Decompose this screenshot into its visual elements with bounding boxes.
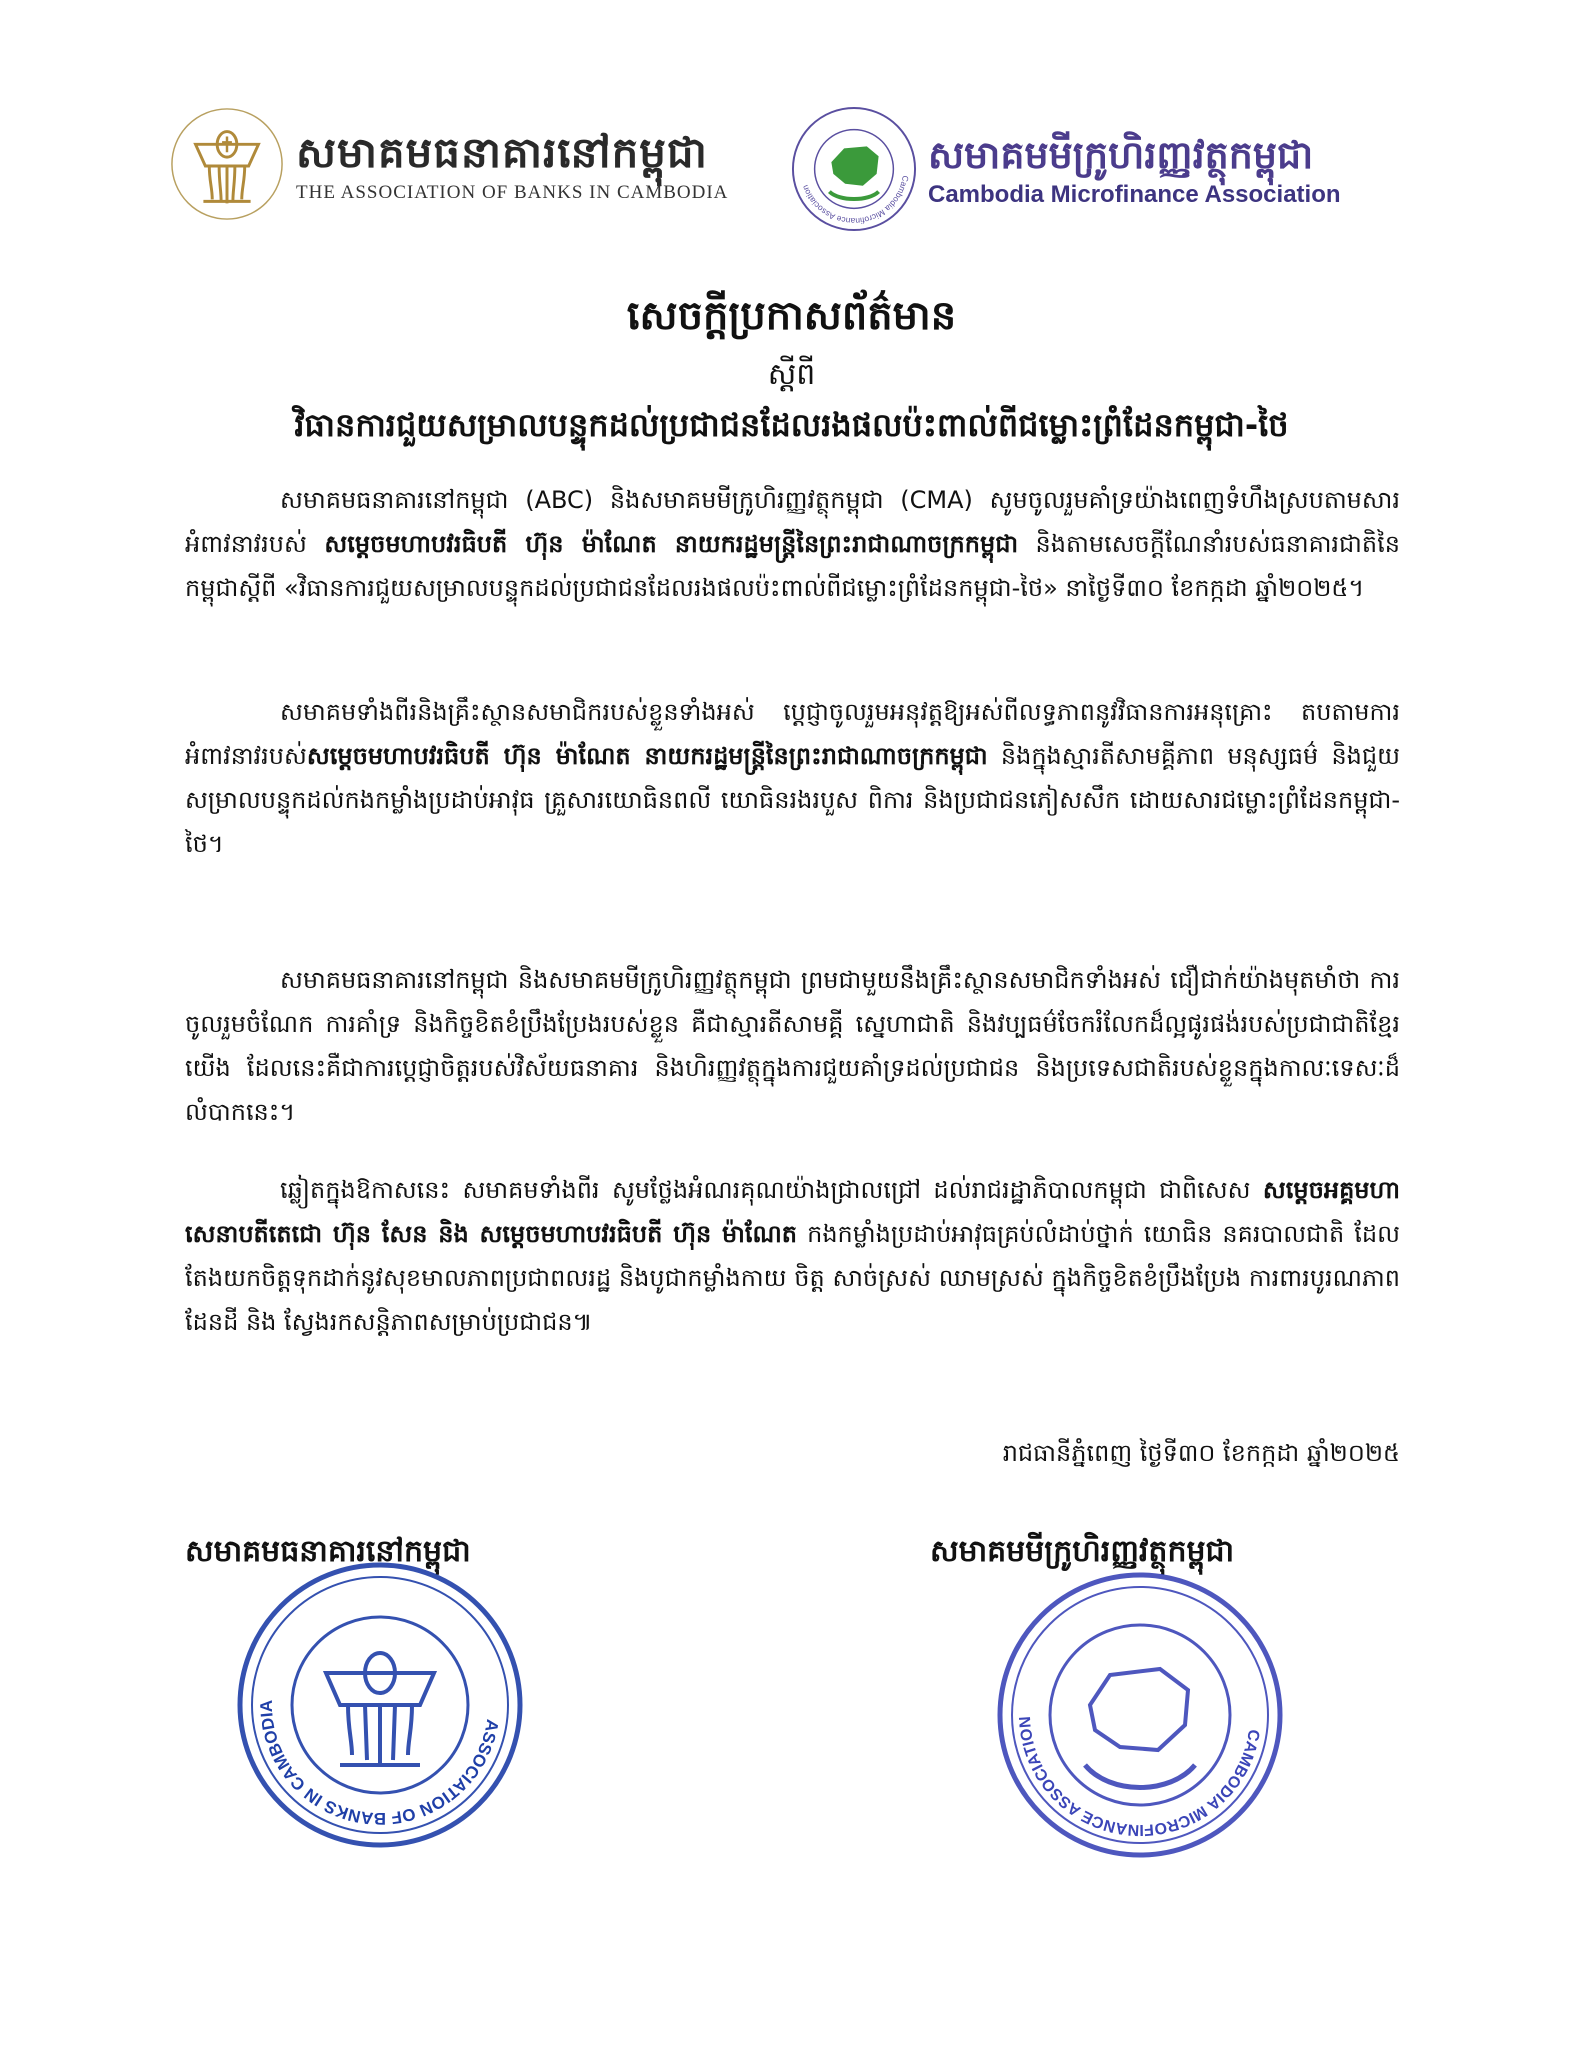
svg-text:CAMBODIA MICROFINANCE ASSOCIAT: CAMBODIA MICROFINANCE ASSOCIATION bbox=[1016, 1715, 1263, 1839]
p4-text-c: កងកម្លាំងប្រដាប់អាវុធគ្រប់លំដាប់ថ្នាក់ យោធិន នគរបាលជាតិ ដែលតែងយកចិត្តទុកដាក់នូវសុខមាលភាពប្រជាពលរដ្ឋ និងបូជាកម្លាំងកាយ ចិត្ត សាច់ស្រស់ ឈាមស្រស់ ក្នុងកិច្ចខិតខំប្រឹងប្រែង ការពារបូរណភាពដែនដី និង ស្វែងរកសន្តិភាពសម្រាប់ប្រជាជន៕ bbox=[185, 1220, 1401, 1336]
p2-text-a: សមាគមទាំងពីរនិងគ្រឹះស្ថានសមាជិករបស់ខ្លួនទាំងអស់ ប្តេជ្ញាចូលរួមអនុវត្តឱ្យអស់ពីលទ្ធភាពនូវវិធានការអនុគ្រោះ តបតាមការអំពាវនាវរបស់ bbox=[185, 698, 1400, 770]
p4-text-a: ឆ្លៀតក្នុងឱកាសនេះ សមាគមទាំងពីរ សូមថ្លែងអំណរគុណយ៉ាងជ្រាលជ្រៅ ដល់រាជរដ្ឋាភិបាលកម្ពុជា ជាពិសេស bbox=[280, 1176, 1263, 1204]
cma-ring-text: Cambodia Microfinance Association bbox=[799, 174, 911, 227]
abc-logo bbox=[168, 105, 728, 223]
paragraph-1 bbox=[185, 478, 1400, 610]
svg-text:ASSOCIATION OF BANKS IN CAMBOD: ASSOCIATION OF BANKS IN CAMBODIA bbox=[256, 1699, 503, 1829]
p1-text-c: និងតាមសេចក្តីណែនាំរបស់ធនាគារជាតិនៃកម្ពុជាស្តីពី «វិធានការជួយសម្រាលបន្ទុកដល់ប្រជាជនដែលរងផលប៉ះពាល់ពីជម្លោះព្រំដែនកម្ពុជា-ថៃ» នាថ្ងៃទី៣០ ខែកក្កដា ឆ្នាំ២០២៥។ bbox=[185, 530, 1400, 602]
paragraph-4 bbox=[185, 1168, 1400, 1344]
paragraph-3 bbox=[185, 958, 1400, 1134]
p3-text: សមាគមធនាគារនៅកម្ពុជា និងសមាគមមីក្រូហិរញ្ញវត្ថុកម្ពុជា ព្រមជាមួយនឹងគ្រឹះស្ថានសមាជិកទាំងអស់ ជឿជាក់យ៉ាងមុតមាំថា ការចូលរួមចំណែក ការគាំទ្រ និងកិច្ចខិតខំប្រឹងប្រែងរបស់ខ្លួន គឺជាស្មារតីសាមគ្គី ស្នេហាជាតិ និងវប្បធម៌ចែករំលែកដ៏ល្អផូរផង់របស់ប្រជាជាតិខ្មែរយើង ដែលនេះគឺជាការប្តេជ្ញាចិត្តរបស់វិស័យធនាគារ និងហិរញ្ញវត្ថុក្នុងការជួយគាំទ្រដល់ប្រជាជន និងប្រទេសជាតិរបស់ខ្លួនក្នុងកាលៈទេសៈដ៏លំបាកនេះ។ bbox=[185, 966, 1400, 1126]
cma-signature-name: សមាគមមីក្រូហិរញ្ញវត្ថុកម្ពុជា bbox=[930, 1534, 1235, 1569]
cma-logo bbox=[790, 105, 1341, 233]
p1-bold: សម្តេចមហាបវរធិបតី ហ៊ុន ម៉ាណែត នាយករដ្ឋមន្ត្រីនៃព្រះរាជាណាចក្រកម្ពុជា bbox=[324, 530, 1019, 558]
press-release-title: សេចក្តីប្រកាសព័ត៌មាន bbox=[626, 293, 957, 339]
abc-name-en: THE ASSOCIATION OF BANKS IN CAMBODIA bbox=[296, 182, 729, 203]
cma-map-logo-icon bbox=[790, 105, 918, 233]
about-label: ស្តីពី bbox=[767, 357, 816, 392]
p2-bold: សម្តេចមហាបវរធិបតី ហ៊ុន ម៉ាណែត នាយករដ្ឋមន្ត្រីនៃព្រះរាជាណាចក្រកម្ពុជា bbox=[306, 742, 988, 770]
paragraph-2 bbox=[185, 690, 1400, 866]
abc-seal-stamp-icon bbox=[230, 1555, 530, 1855]
p4-bold: សម្តេចអគ្គមហាសេនាបតីតេជោ ហ៊ុន សែន និង សម្តេចមហាបវរធិបតី ហ៊ុន ម៉ាណែត bbox=[185, 1176, 1400, 1248]
p2-text-c: និងក្នុងស្មារតីសាមគ្គីភាព មនុស្សធម៌ និងជួយសម្រាលបន្ទុកដល់កងកម្លាំងប្រដាប់អាវុធ គ្រួសារយោធិនពលី យោធិនរងរបួស ពិការ និងប្រជាជនភៀសសឹក ដោយសារជម្លោះព្រំដែនកម្ពុជា-ថៃ។ bbox=[185, 742, 1400, 858]
date-line: រាជធានីភ្នំពេញ ថ្ងៃទី៣០ ខែកក្កដា ឆ្នាំ២០២៥ bbox=[1002, 1439, 1400, 1467]
cma-name-en: Cambodia Microfinance Association bbox=[928, 181, 1341, 208]
p1-text-a: សមាគមធនាគារនៅកម្ពុជា (ABC) និងសមាគមមីក្រូហិរញ្ញវត្ថុកម្ពុជា (CMA) សូមចូលរួមគាំទ្រយ៉ាងពេញទំហឹងស្របតាមសារអំពាវនាវរបស់ bbox=[185, 486, 1400, 558]
abc-name-kh: សមាគមធនាគារនៅកម្ពុជា bbox=[296, 128, 708, 177]
cma-seal-stamp-icon bbox=[990, 1565, 1290, 1865]
subject-title: វិធានការជួយសម្រាលបន្ទុកដល់ប្រជាជនដែលរងផលប៉ះពាល់ពីជម្លោះព្រំដែនកម្ពុជា-ថៃ bbox=[294, 406, 1289, 444]
abc-emblem-icon bbox=[168, 105, 286, 223]
abc-signature-name: សមាគមធនាគារនៅកម្ពុជា bbox=[185, 1534, 471, 1569]
cma-name-kh: សមាគមមីក្រូហិរញ្ញវត្ថុកម្ពុជា bbox=[928, 133, 1314, 177]
